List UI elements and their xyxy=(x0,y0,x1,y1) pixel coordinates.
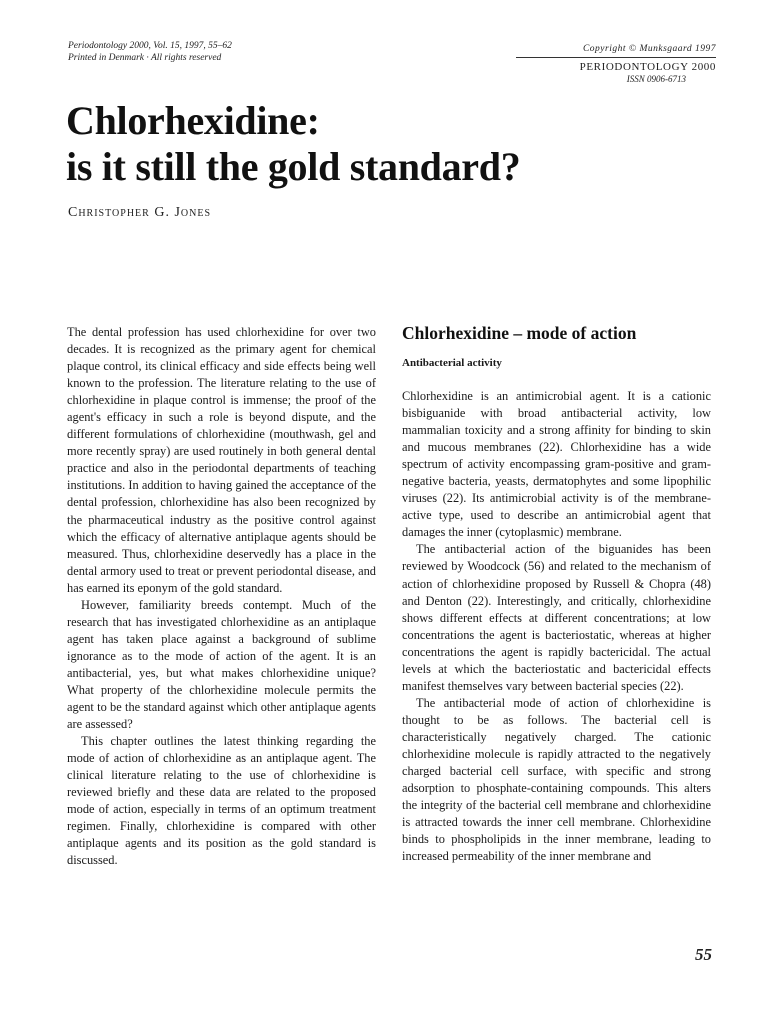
body-paragraph: The antibacterial action of the biguanides has been reviewed by Woodcock (56) and related to the mechanism of action of chlorhexidine proposed by Russell & Chopra (48) and Denton (22). Interestingly, and critically, chlorhexidine shows different effects at different concentrations; at low concentrations the agent is bacteriostatic, whereas at higher concentrations the agent is rapidly bactericidal. The actual levels at which the bacteriostatic and bactericidal effects manifest themselves vary between bacterial species (22). xyxy=(402,542,711,693)
citation-line: Periodontology 2000, Vol. 15, 1997, 55–62 xyxy=(68,41,232,51)
printing-line: Printed in Denmark · All rights reserved xyxy=(68,52,222,63)
body-paragraph: However, familiarity breeds contempt. Much of the research that has investigated chlorhexidine as an antiplaque agent has taken place against a background of sublime ignorance as to the mode of action of the agent. It is an antibacterial, yes, but what makes chlorhexidine unique? What property of the chlorhexidine molecule permits the agent to be the standard against which other antiplaque agents are assessed? xyxy=(67,597,376,732)
article-title xyxy=(66,98,520,190)
left-column xyxy=(67,324,376,870)
body-paragraph: Chlorhexidine is an antimicrobial agent. It is a cationic bisbiguanide with broad antibacterial activity, low mammalian toxicity and a strong affinity for binding to skin and mucous membranes (22). Chlorhexidine has a wide spectrum of activity encompassing gram-positive and gram-negative bacteria, yeasts, dermatophytes and some lipophilic viruses (22). Its antimicrobial activity is of the membrane-active type, used to describe an antimicrobial agent that damages the inner (cytoplasmic) membrane. xyxy=(402,389,711,540)
body-paragraph: This chapter outlines the latest thinking regarding the mode of action of chlorhexidine as an antiplaque agent. The clinical literature relating to the use of chlorhexidine is reviewed briefly and these data are related to the proposed mode of action, especially in terms of an optimum treatment regimen. Finally, chlorhexidine is compared with other antiplaque agents and its position as the gold standard is discussed. xyxy=(67,734,376,868)
body-paragraph: The antibacterial mode of action of chlorhexidine is thought to be as follows. The bacterial cell is characteristically negatively charged. The cationic chlorhexidine molecule is rapidly attracted to the negatively charged bacterial cell surface, with specific and strong adsorption to phosphate-containing compounds. This alters the integrity of the bacterial cell membrane and chlorhexidine is attracted towards the inner cell membrane. Chlorhexidine binds to phospholipids in the inner membrane, leading to increased permeability of the inner membrane and xyxy=(402,695,711,864)
section-heading: Chlorhexidine – mode of action xyxy=(402,323,637,343)
copyright-notice: Copyright © Munksgaard 1997 xyxy=(516,43,716,58)
publication-info xyxy=(68,41,232,64)
author-name: Christopher G. Jones xyxy=(68,205,212,220)
right-column xyxy=(402,322,711,865)
title-line-1: Chlorhexidine: xyxy=(66,98,320,143)
body-paragraph: The dental profession has used chlorhexidine for over two decades. It is recognized as the primary agent for chemical plaque control, its clinical efficacy and side effects being well known to the profession. The literature relating to the use of chlorhexidine in plaque control is immense; the proof of the agent's efficacy in such a role is beyond dispute, and the different formulations of chlorhexidine (mouthwash, gel and more recently spray) are used routinely in both general dental practice and also in the periodontal departments of teaching institutions. In addition to having gained the acceptance of the dental profession, chlorhexidine has also been recognized by the pharmaceutical industry as the positive control against which the efficacy of alternative antiplaque agents should be measured. Thus, chlorhexidine deservedly has a place in the dental armory used to treat or prevent periodontal disease, and has earned its eponym of the gold standard. xyxy=(67,325,376,595)
subsection-heading: Antibacterial activity xyxy=(402,357,502,369)
issn-number: ISSN 0906-6713 xyxy=(626,74,686,84)
page-number: 55 xyxy=(695,945,712,964)
journal-masthead xyxy=(516,43,716,85)
journal-name: PERIODONTOLOGY 2000 xyxy=(579,61,716,73)
title-line-2: is it still the gold standard? xyxy=(66,144,521,189)
